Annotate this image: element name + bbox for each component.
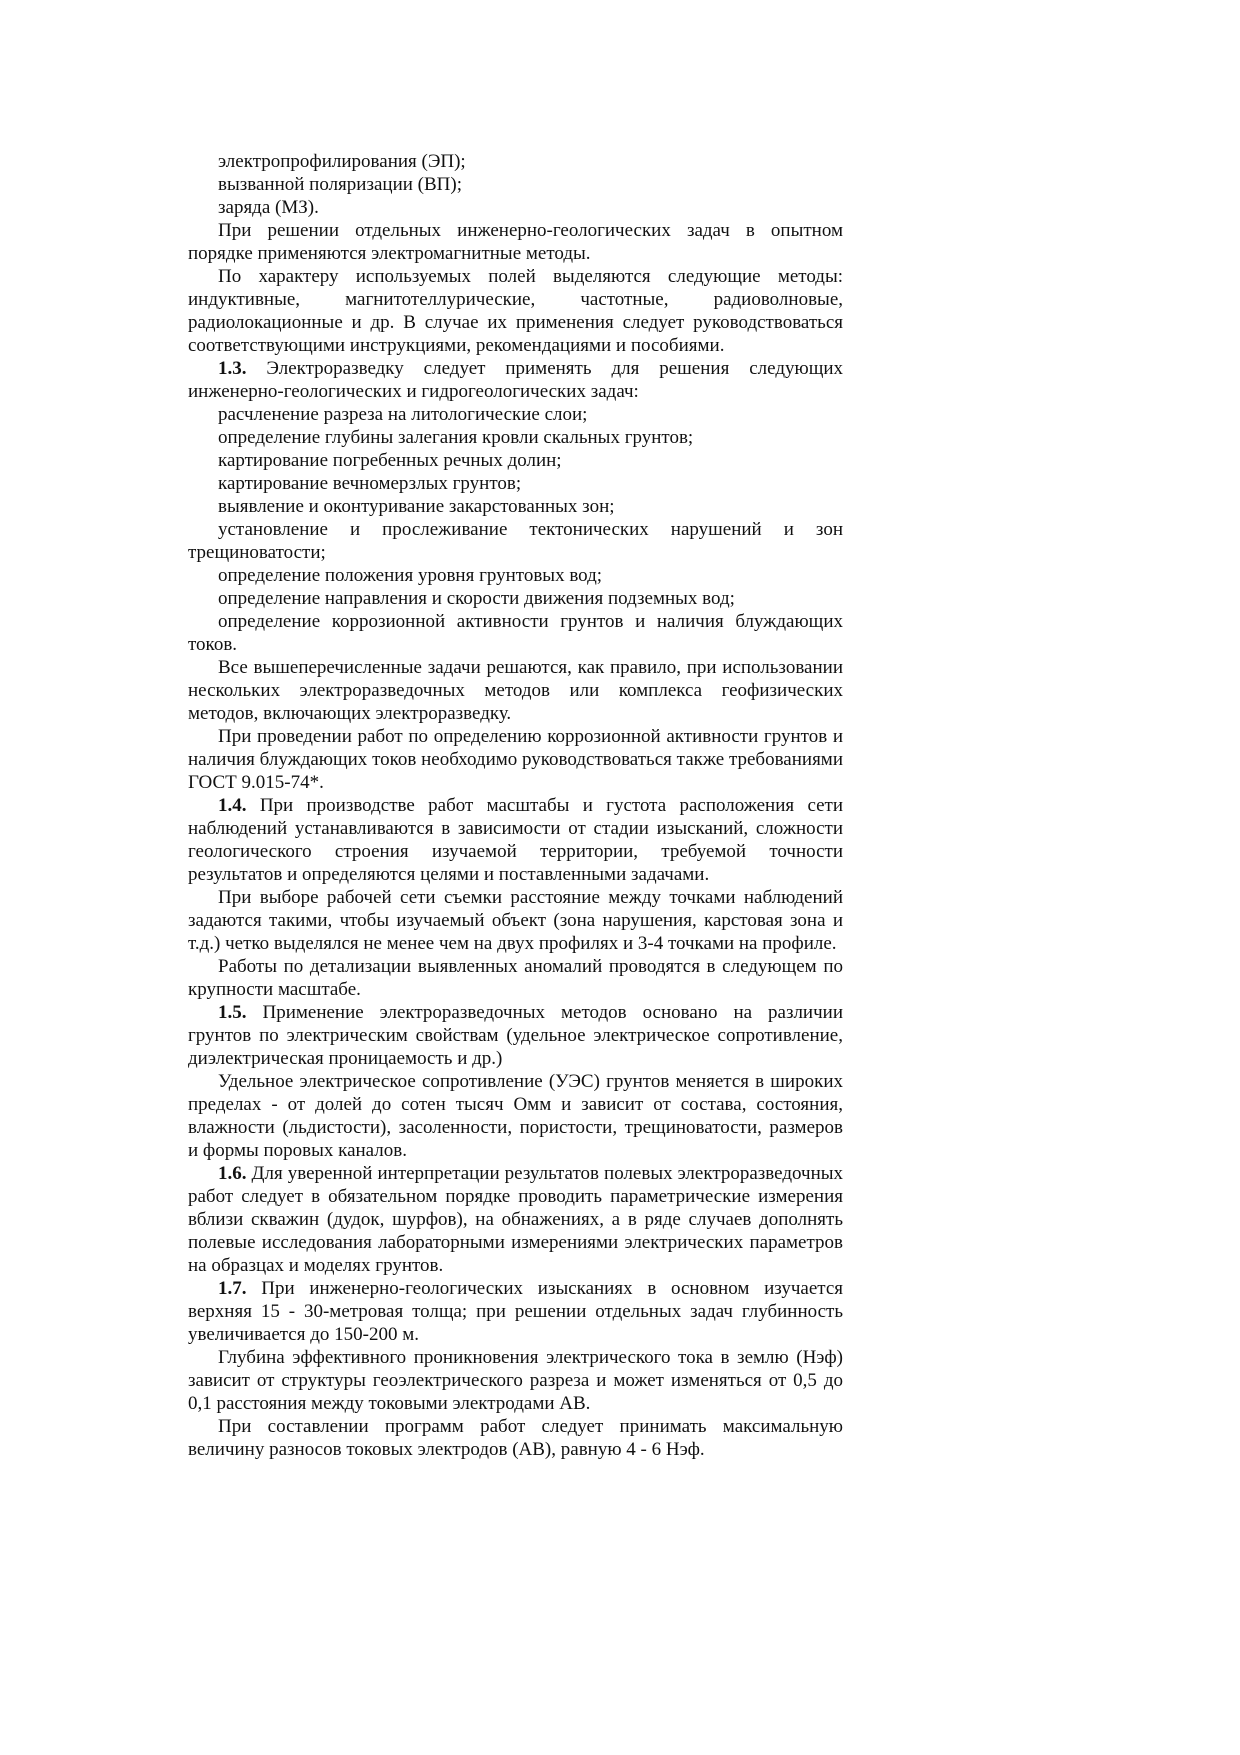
paragraph — [188, 426, 843, 449]
paragraph-text: определение глубины залегания кровли скальных грунтов; — [218, 427, 694, 448]
paragraph-text: Глубина эффективного проникновения электрического тока в землю (Нэф) зависит от структуры геоэлектрического разреза и может изменяться от 0,5 до 0,1 расстояния между токовыми электродами АВ. — [188, 1347, 843, 1414]
numbered-paragraph — [188, 1277, 843, 1346]
paragraph — [188, 886, 843, 955]
paragraph — [188, 518, 843, 564]
paragraph-text: установление и прослеживание тектонических нарушений и зон трещиноватости; — [188, 519, 843, 563]
paragraph — [188, 403, 843, 426]
paragraph-text: Для уверенной интерпретации результатов полевых электроразведочных работ следует в обязательном порядке проводить параметрические измерения вблизи скважин (дудок, шурфов), на обнажениях, а в ряде случаев дополнять полевые исследования лабораторными измерениями электрических параметров на образцах и моделях грунтов. — [188, 1163, 844, 1276]
document-body — [188, 150, 843, 1461]
paragraph-text: выявление и оконтуривание закарстованных зон; — [218, 496, 615, 517]
paragraph-text: При производстве работ масштабы и густота расположения сети наблюдений устанавливаются в зависимости от стадии изысканий, сложности геологического строения изучаемой территории, требуемой точности результатов и определяются целями и поставленными задачами. — [188, 795, 844, 885]
paragraph — [188, 196, 843, 219]
paragraph — [188, 219, 843, 265]
paragraph — [188, 955, 843, 1001]
paragraph — [188, 1346, 843, 1415]
paragraph-text: картирование вечномерзлых грунтов; — [218, 473, 522, 494]
numbered-paragraph — [188, 1001, 843, 1070]
paragraph — [188, 472, 843, 495]
paragraph — [188, 725, 843, 794]
paragraph — [188, 150, 843, 173]
paragraph — [188, 495, 843, 518]
paragraph-text: Удельное электрическое сопротивление (УЭС) грунтов меняется в широких пределах - от долей до сотен тысяч Омм и зависит от состава, состояния, влажности (льдистости), засоленности, пористости, трещиноватости, размеров и формы поровых каналов. — [188, 1071, 843, 1161]
section-number: 1.4. — [218, 795, 247, 816]
paragraph — [188, 564, 843, 587]
numbered-paragraph — [188, 794, 843, 886]
paragraph-text: По характеру используемых полей выделяются следующие методы: индуктивные, магнитотеллурические, частотные, радиоволновые, радиолокационные и др. В случае их применения следует руководствоваться соответствующими инструкциями, рекомендациями и пособиями. — [188, 266, 843, 356]
paragraph-text: заряда (МЗ). — [218, 197, 319, 218]
paragraph-text: расчленение разреза на литологические слои; — [218, 404, 588, 425]
paragraph-text: При проведении работ по определению коррозионной активности грунтов и наличия блуждающих токов необходимо руководствоваться также требованиями ГОСТ 9.015-74*. — [188, 726, 843, 793]
paragraph — [188, 587, 843, 610]
section-number: 1.7. — [218, 1278, 247, 1299]
paragraph-text: определение положения уровня грунтовых вод; — [218, 565, 603, 586]
paragraph-text: Все вышеперечисленные задачи решаются, как правило, при использовании нескольких электроразведочных методов или комплекса геофизических методов, включающих электроразведку. — [188, 657, 843, 724]
paragraph-text: При инженерно-геологических изысканиях в основном изучается верхняя 15 - 30-метровая толща; при решении отдельных задач глубинность увеличивается до 150-200 м. — [188, 1278, 844, 1345]
paragraph-text: Работы по детализации выявленных аномалий проводятся в следующем по крупности масштабе. — [188, 956, 843, 1000]
paragraph-text: При составлении программ работ следует принимать максимальную величину разносов токовых электродов (АВ), равную 4 - 6 Нэф. — [188, 1416, 843, 1460]
paragraph — [188, 1415, 843, 1461]
paragraph — [188, 1070, 843, 1162]
numbered-paragraph — [188, 357, 843, 403]
section-number: 1.6. — [218, 1163, 247, 1184]
paragraph-text: определение коррозионной активности грунтов и наличия блуждающих токов. — [188, 611, 843, 655]
paragraph-text: Применение электроразведочных методов основано на различии грунтов по электрическим свойствам (удельное электрическое сопротивление, диэлектрическая проницаемость и др.) — [188, 1002, 843, 1069]
section-number: 1.5. — [218, 1002, 247, 1023]
paragraph — [188, 610, 843, 656]
paragraph-text: При выборе рабочей сети съемки расстояние между точками наблюдений задаются такими, чтобы изучаемый объект (зона нарушения, карстовая зона и т.д.) четко выделялся не менее чем на двух профилях и 3-4 точками на профиле. — [188, 887, 843, 954]
paragraph-text: При решении отдельных инженерно-геологических задач в опытном порядке применяются электромагнитные методы. — [188, 220, 843, 264]
paragraph-text: Электроразведку следует применять для решения следующих инженерно-геологических и гидрогеологических задач: — [188, 358, 843, 402]
paragraph — [188, 656, 843, 725]
paragraph — [188, 173, 843, 196]
paragraph-text: вызванной поляризации (ВП); — [218, 174, 462, 195]
paragraph — [188, 265, 843, 357]
paragraph — [188, 449, 843, 472]
paragraph-text: электропрофилирования (ЭП); — [218, 151, 466, 172]
section-number: 1.3. — [218, 358, 247, 379]
paragraph-text: картирование погребенных речных долин; — [218, 450, 562, 471]
paragraph-text: определение направления и скорости движения подземных вод; — [218, 588, 735, 609]
numbered-paragraph — [188, 1162, 843, 1277]
